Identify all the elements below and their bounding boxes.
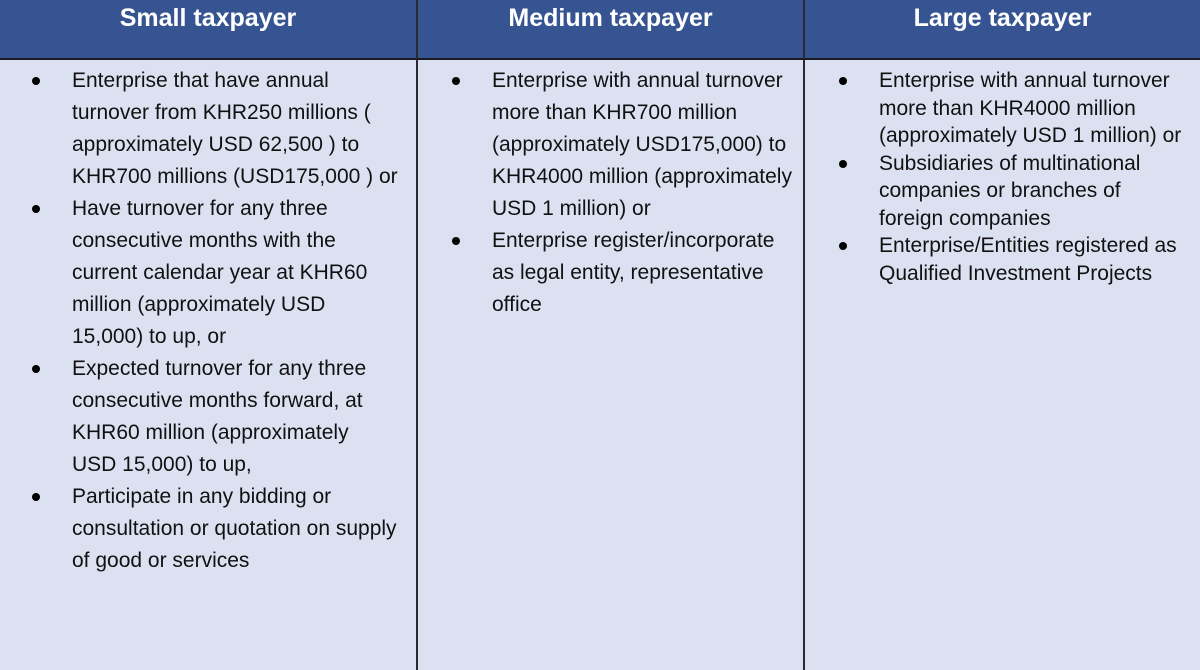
criterion-text: Enterprise with annual turnover more than KHR700 million (approximately USD175,000) to KHR4000 million (approximately USD 1 million) or — [492, 69, 792, 220]
list-item — [0, 481, 416, 577]
list-item — [418, 225, 803, 321]
criterion-text: Have turnover for any three consecutive months with the current calendar year at KHR60 million (approximately USD 15,000) to up, or — [72, 197, 368, 348]
list-item — [805, 67, 1200, 150]
bullet-icon — [32, 493, 40, 501]
list-item — [0, 353, 416, 481]
header-medium-taxpayer: Medium taxpayer — [416, 0, 803, 60]
list-item — [418, 65, 803, 225]
bullet-icon — [32, 365, 40, 373]
criterion-text: Enterprise with annual turnover more than KHR4000 million (approximately USD 1 million) or — [879, 69, 1182, 147]
criterion-text: Enterprise register/incorporate as legal entity, representative office — [492, 229, 775, 316]
list-item — [0, 65, 416, 193]
list-item — [805, 232, 1200, 287]
bullet-icon — [32, 77, 40, 85]
criterion-text: Expected turnover for any three consecutive months forward, at KHR60 million (approximately USD 15,000) to up, — [72, 357, 367, 476]
small-taxpayer-list — [0, 65, 416, 577]
bullet-icon — [839, 77, 847, 85]
bullet-icon — [452, 77, 460, 85]
bullet-icon — [452, 237, 460, 245]
header-large-taxpayer: Large taxpayer — [803, 0, 1200, 60]
criterion-text: Subsidiaries of multinational companies or branches of foreign companies — [879, 151, 1141, 230]
header-small-taxpayer: Small taxpayer — [0, 0, 416, 60]
criterion-text: Enterprise/Entities registered as Qualified Investment Projects — [879, 234, 1177, 285]
bullet-icon — [839, 160, 847, 168]
criterion-text: Enterprise that have annual turnover from KHR250 millions ( approximately USD 62,500 ) to KHR700 millions (USD175,000 ) or — [72, 69, 398, 188]
large-taxpayer-criteria — [803, 60, 1200, 670]
list-item — [805, 150, 1200, 233]
medium-taxpayer-list — [418, 65, 803, 321]
medium-taxpayer-criteria — [416, 60, 803, 670]
list-item — [0, 193, 416, 353]
small-taxpayer-criteria — [0, 60, 416, 670]
bullet-icon — [32, 205, 40, 213]
criterion-text: Participate in any bidding or consultation or quotation on supply of good or services — [72, 485, 397, 572]
large-taxpayer-list — [805, 67, 1200, 287]
bullet-icon — [839, 242, 847, 250]
